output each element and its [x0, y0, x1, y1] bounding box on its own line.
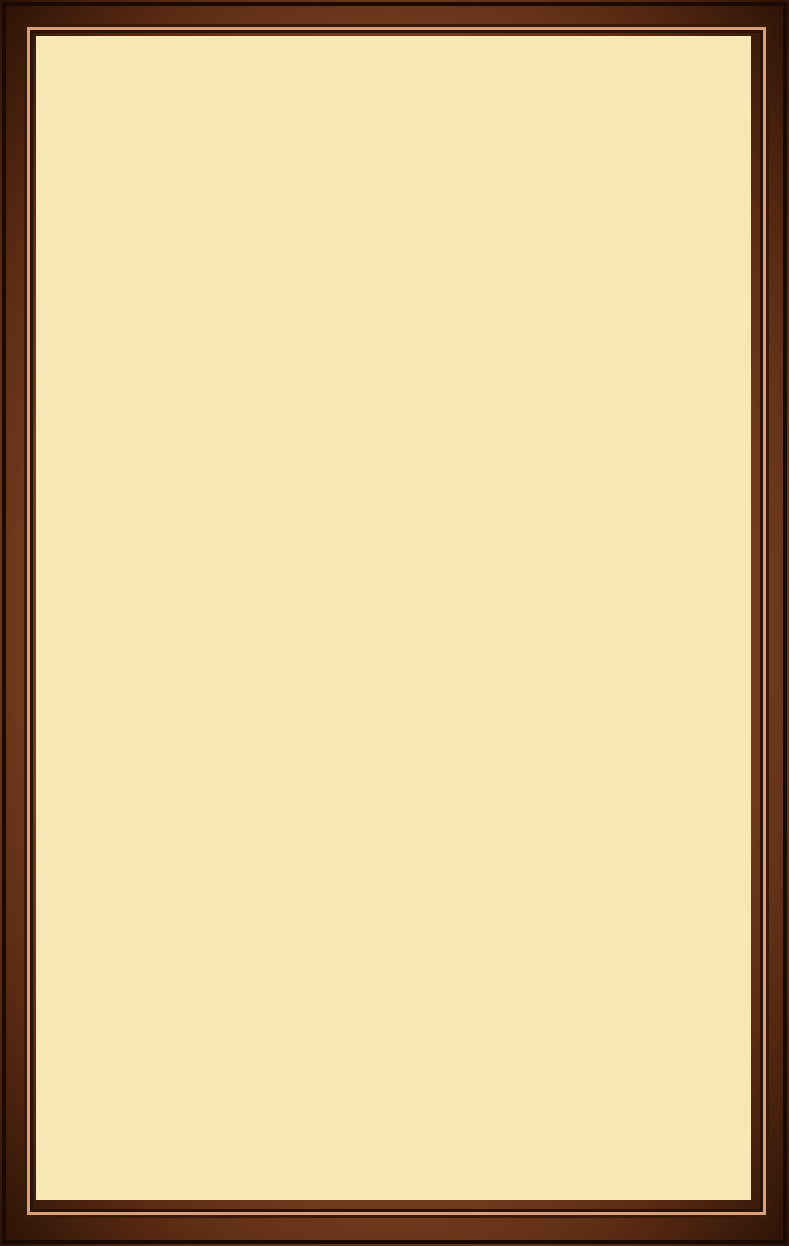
page-paper — [36, 36, 751, 1200]
page-header — [36, 48, 751, 88]
